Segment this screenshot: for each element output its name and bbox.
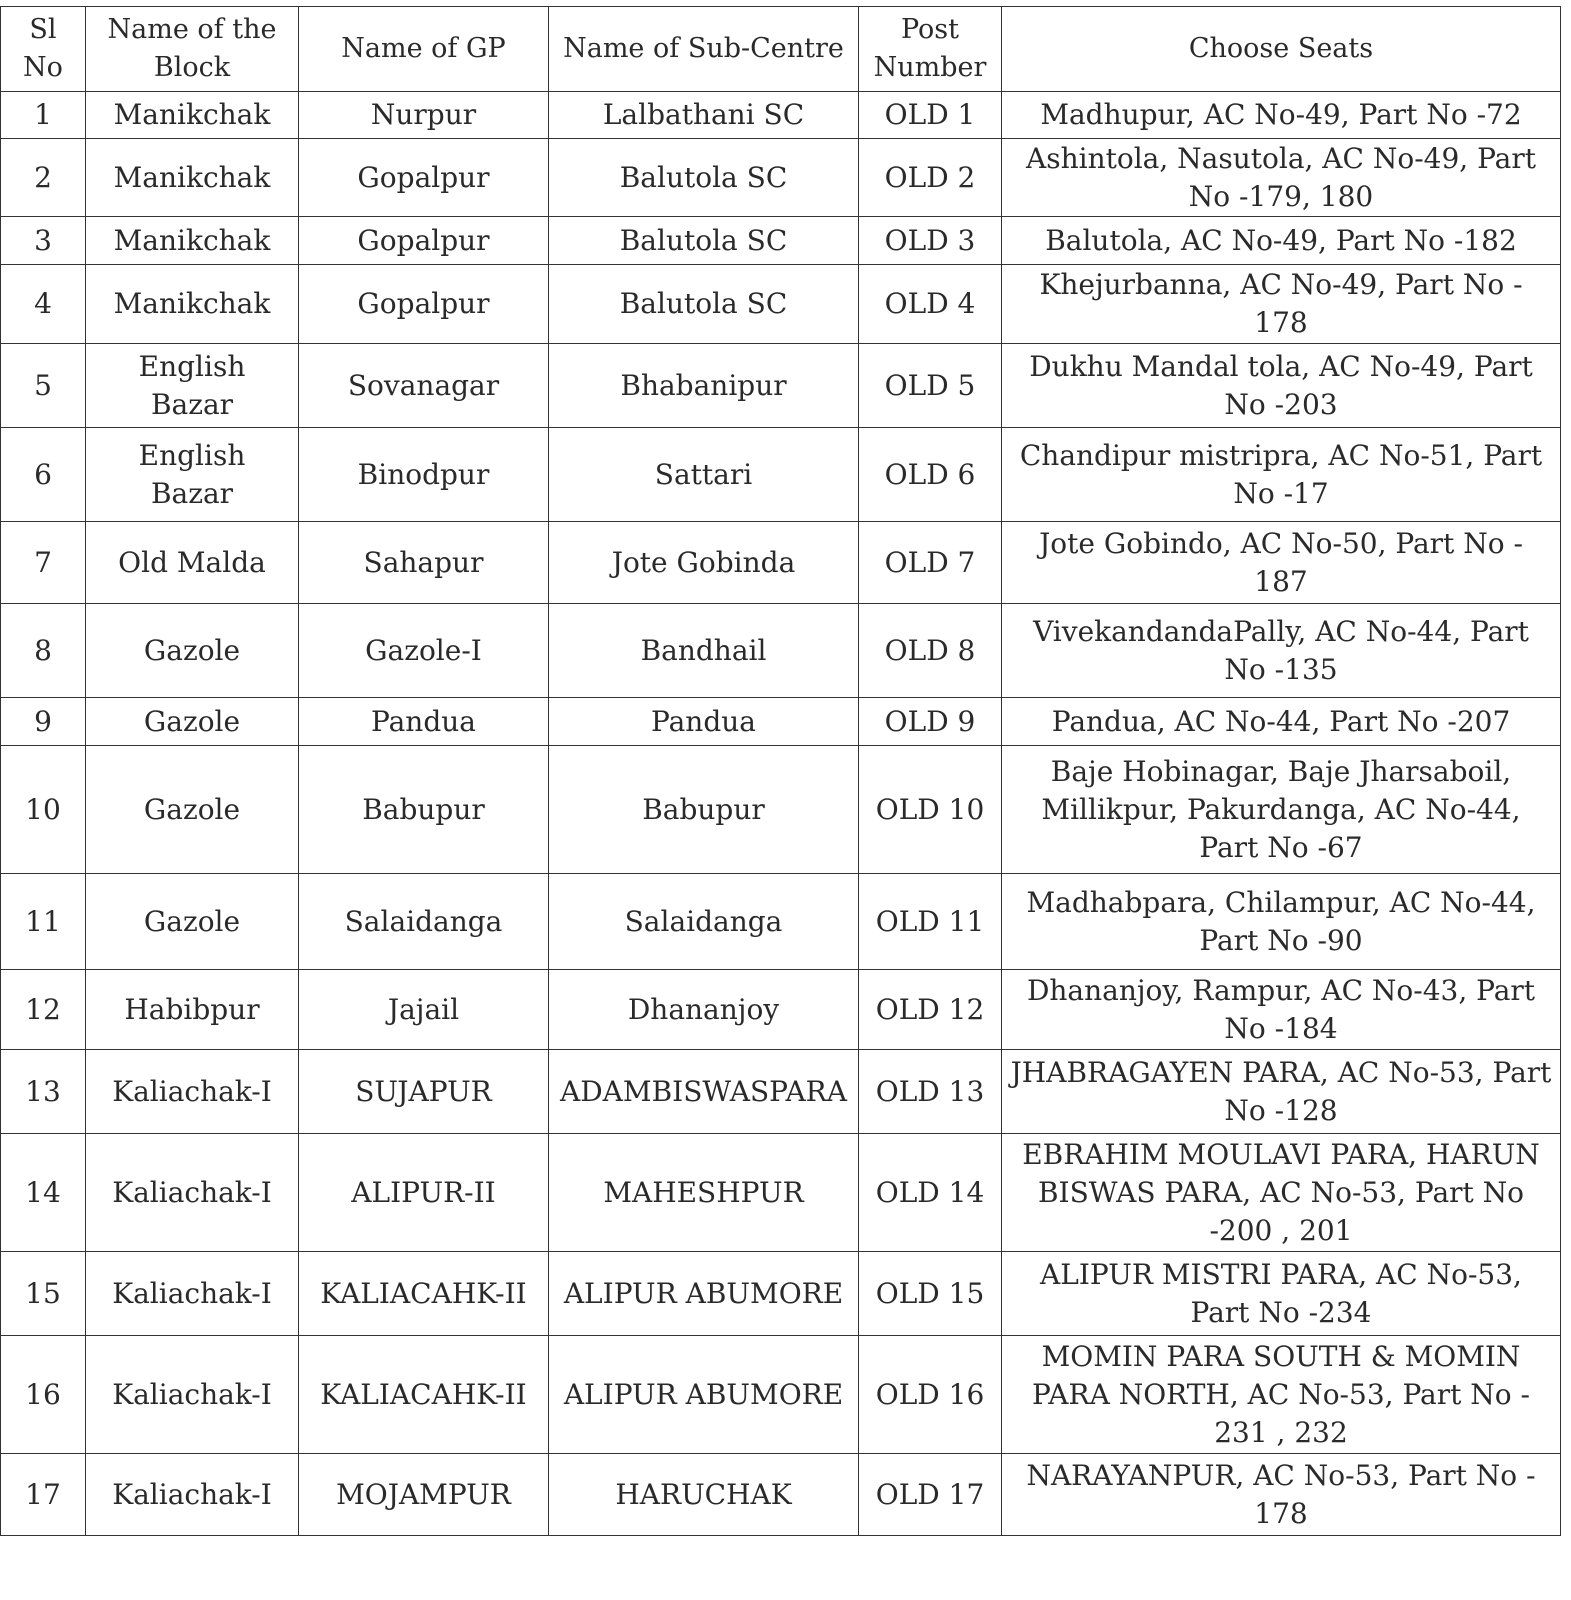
header-sub-centre: Name of Sub-Centre bbox=[549, 7, 859, 92]
table-row bbox=[1, 698, 1561, 746]
cell-block: Manikchak bbox=[86, 139, 299, 217]
table-row bbox=[1, 139, 1561, 217]
cell-seats: Dhananjoy, Rampur, AC No-43, Part No -184 bbox=[1002, 970, 1561, 1050]
cell-seats: Jote Gobindo, AC No-50, Part No - 187 bbox=[1002, 522, 1561, 604]
cell-gp: Pandua bbox=[299, 698, 549, 746]
cell-sl: 2 bbox=[1, 139, 86, 217]
table-row bbox=[1, 604, 1561, 698]
table-row bbox=[1, 265, 1561, 344]
cell-sl: 13 bbox=[1, 1050, 86, 1134]
cell-sl: 1 bbox=[1, 92, 86, 139]
header-sl-no: Sl No bbox=[1, 7, 86, 92]
cell-gp: Gopalpur bbox=[299, 265, 549, 344]
cell-sub-centre: HARUCHAK bbox=[549, 1454, 859, 1536]
cell-block: Old Malda bbox=[86, 522, 299, 604]
cell-sub-centre: ALIPUR ABUMORE bbox=[549, 1252, 859, 1336]
cell-seats: Dukhu Mandal tola, AC No-49, Part No -203 bbox=[1002, 344, 1561, 428]
cell-block: Gazole bbox=[86, 698, 299, 746]
cell-sl: 7 bbox=[1, 522, 86, 604]
cell-sub-centre: Jote Gobinda bbox=[549, 522, 859, 604]
cell-sub-centre: Bhabanipur bbox=[549, 344, 859, 428]
table-row bbox=[1, 1252, 1561, 1336]
cell-gp: Nurpur bbox=[299, 92, 549, 139]
header-choose-seats: Choose Seats bbox=[1002, 7, 1561, 92]
table-row bbox=[1, 344, 1561, 428]
cell-block: Manikchak bbox=[86, 217, 299, 265]
cell-seats: Baje Hobinagar, Baje Jharsaboil, Millikpur, Pakurdanga, AC No-44, Part No -67 bbox=[1002, 746, 1561, 874]
cell-post: OLD 13 bbox=[859, 1050, 1002, 1134]
cell-gp: Gopalpur bbox=[299, 139, 549, 217]
cell-block: Gazole bbox=[86, 746, 299, 874]
cell-gp: Jajail bbox=[299, 970, 549, 1050]
cell-sl: 10 bbox=[1, 746, 86, 874]
cell-block: Kaliachak-I bbox=[86, 1050, 299, 1134]
cell-post: OLD 16 bbox=[859, 1336, 1002, 1454]
cell-sl: 4 bbox=[1, 265, 86, 344]
cell-sl: 5 bbox=[1, 344, 86, 428]
cell-seats: Ashintola, Nasutola, AC No-49, Part No -179, 180 bbox=[1002, 139, 1561, 217]
cell-seats: ALIPUR MISTRI PARA, AC No-53, Part No -234 bbox=[1002, 1252, 1561, 1336]
cell-sl: 9 bbox=[1, 698, 86, 746]
cell-post: OLD 10 bbox=[859, 746, 1002, 874]
cell-seats: Khejurbanna, AC No-49, Part No - 178 bbox=[1002, 265, 1561, 344]
cell-seats: Chandipur mistripra, AC No-51, Part No -17 bbox=[1002, 428, 1561, 522]
cell-sub-centre: Salaidanga bbox=[549, 874, 859, 970]
table-row bbox=[1, 746, 1561, 874]
cell-block: Kaliachak-I bbox=[86, 1252, 299, 1336]
seats-table bbox=[0, 6, 1561, 1536]
table-row bbox=[1, 92, 1561, 139]
cell-gp: Babupur bbox=[299, 746, 549, 874]
cell-post: OLD 5 bbox=[859, 344, 1002, 428]
cell-block: Manikchak bbox=[86, 92, 299, 139]
cell-post: OLD 2 bbox=[859, 139, 1002, 217]
cell-sub-centre: Bandhail bbox=[549, 604, 859, 698]
cell-block: Kaliachak-I bbox=[86, 1134, 299, 1252]
cell-post: OLD 9 bbox=[859, 698, 1002, 746]
cell-block: English Bazar bbox=[86, 344, 299, 428]
cell-sub-centre: MAHESHPUR bbox=[549, 1134, 859, 1252]
cell-sl: 14 bbox=[1, 1134, 86, 1252]
cell-seats: JHABRAGAYEN PARA, AC No-53, Part No -128 bbox=[1002, 1050, 1561, 1134]
cell-sl: 16 bbox=[1, 1336, 86, 1454]
cell-block: Gazole bbox=[86, 604, 299, 698]
cell-gp: KALIACAHK-II bbox=[299, 1336, 549, 1454]
cell-gp: Sahapur bbox=[299, 522, 549, 604]
table-row bbox=[1, 874, 1561, 970]
cell-post: OLD 14 bbox=[859, 1134, 1002, 1252]
header-block: Name of the Block bbox=[86, 7, 299, 92]
cell-sl: 6 bbox=[1, 428, 86, 522]
cell-seats: Balutola, AC No-49, Part No -182 bbox=[1002, 217, 1561, 265]
table-row bbox=[1, 970, 1561, 1050]
cell-gp: KALIACAHK-II bbox=[299, 1252, 549, 1336]
cell-seats: NARAYANPUR, AC No-53, Part No - 178 bbox=[1002, 1454, 1561, 1536]
table-row bbox=[1, 1336, 1561, 1454]
cell-gp: Gopalpur bbox=[299, 217, 549, 265]
cell-post: OLD 12 bbox=[859, 970, 1002, 1050]
table-header-row bbox=[1, 7, 1561, 92]
cell-gp: Sovanagar bbox=[299, 344, 549, 428]
cell-seats: MOMIN PARA SOUTH & MOMIN PARA NORTH, AC No-53, Part No - 231 , 232 bbox=[1002, 1336, 1561, 1454]
cell-seats: EBRAHIM MOULAVI PARA, HARUN BISWAS PARA, AC No-53, Part No -200 , 201 bbox=[1002, 1134, 1561, 1252]
table-row bbox=[1, 428, 1561, 522]
cell-sub-centre: Balutola SC bbox=[549, 265, 859, 344]
cell-gp: Binodpur bbox=[299, 428, 549, 522]
cell-post: OLD 15 bbox=[859, 1252, 1002, 1336]
cell-seats: Pandua, AC No-44, Part No -207 bbox=[1002, 698, 1561, 746]
cell-sub-centre: Balutola SC bbox=[549, 139, 859, 217]
cell-post: OLD 11 bbox=[859, 874, 1002, 970]
table-row bbox=[1, 1134, 1561, 1252]
cell-sub-centre: Balutola SC bbox=[549, 217, 859, 265]
table-row bbox=[1, 217, 1561, 265]
table-row bbox=[1, 522, 1561, 604]
cell-post: OLD 1 bbox=[859, 92, 1002, 139]
cell-sub-centre: Dhananjoy bbox=[549, 970, 859, 1050]
cell-sl: 17 bbox=[1, 1454, 86, 1536]
cell-seats: Madhupur, AC No-49, Part No -72 bbox=[1002, 92, 1561, 139]
cell-block: Kaliachak-I bbox=[86, 1454, 299, 1536]
cell-gp: ALIPUR-II bbox=[299, 1134, 549, 1252]
cell-block: Gazole bbox=[86, 874, 299, 970]
cell-post: OLD 8 bbox=[859, 604, 1002, 698]
cell-block: English Bazar bbox=[86, 428, 299, 522]
cell-sub-centre: Pandua bbox=[549, 698, 859, 746]
cell-sl: 11 bbox=[1, 874, 86, 970]
cell-sub-centre: ADAMBISWASPARA bbox=[549, 1050, 859, 1134]
cell-block: Manikchak bbox=[86, 265, 299, 344]
cell-sub-centre: Lalbathani SC bbox=[549, 92, 859, 139]
cell-sub-centre: ALIPUR ABUMORE bbox=[549, 1336, 859, 1454]
cell-gp: SUJAPUR bbox=[299, 1050, 549, 1134]
cell-post: OLD 7 bbox=[859, 522, 1002, 604]
cell-post: OLD 3 bbox=[859, 217, 1002, 265]
cell-post: OLD 6 bbox=[859, 428, 1002, 522]
cell-gp: Salaidanga bbox=[299, 874, 549, 970]
cell-post: OLD 4 bbox=[859, 265, 1002, 344]
cell-sub-centre: Sattari bbox=[549, 428, 859, 522]
cell-sl: 12 bbox=[1, 970, 86, 1050]
cell-sl: 3 bbox=[1, 217, 86, 265]
table-row bbox=[1, 1454, 1561, 1536]
cell-gp: Gazole-I bbox=[299, 604, 549, 698]
cell-gp: MOJAMPUR bbox=[299, 1454, 549, 1536]
cell-post: OLD 17 bbox=[859, 1454, 1002, 1536]
cell-seats: VivekandandaPally, AC No-44, Part No -135 bbox=[1002, 604, 1561, 698]
cell-sl: 8 bbox=[1, 604, 86, 698]
table-row bbox=[1, 1050, 1561, 1134]
header-post-number: Post Number bbox=[859, 7, 1002, 92]
cell-block: Habibpur bbox=[86, 970, 299, 1050]
cell-block: Kaliachak-I bbox=[86, 1336, 299, 1454]
cell-sl: 15 bbox=[1, 1252, 86, 1336]
cell-sub-centre: Babupur bbox=[549, 746, 859, 874]
header-gp: Name of GP bbox=[299, 7, 549, 92]
cell-seats: Madhabpara, Chilampur, AC No-44, Part No -90 bbox=[1002, 874, 1561, 970]
